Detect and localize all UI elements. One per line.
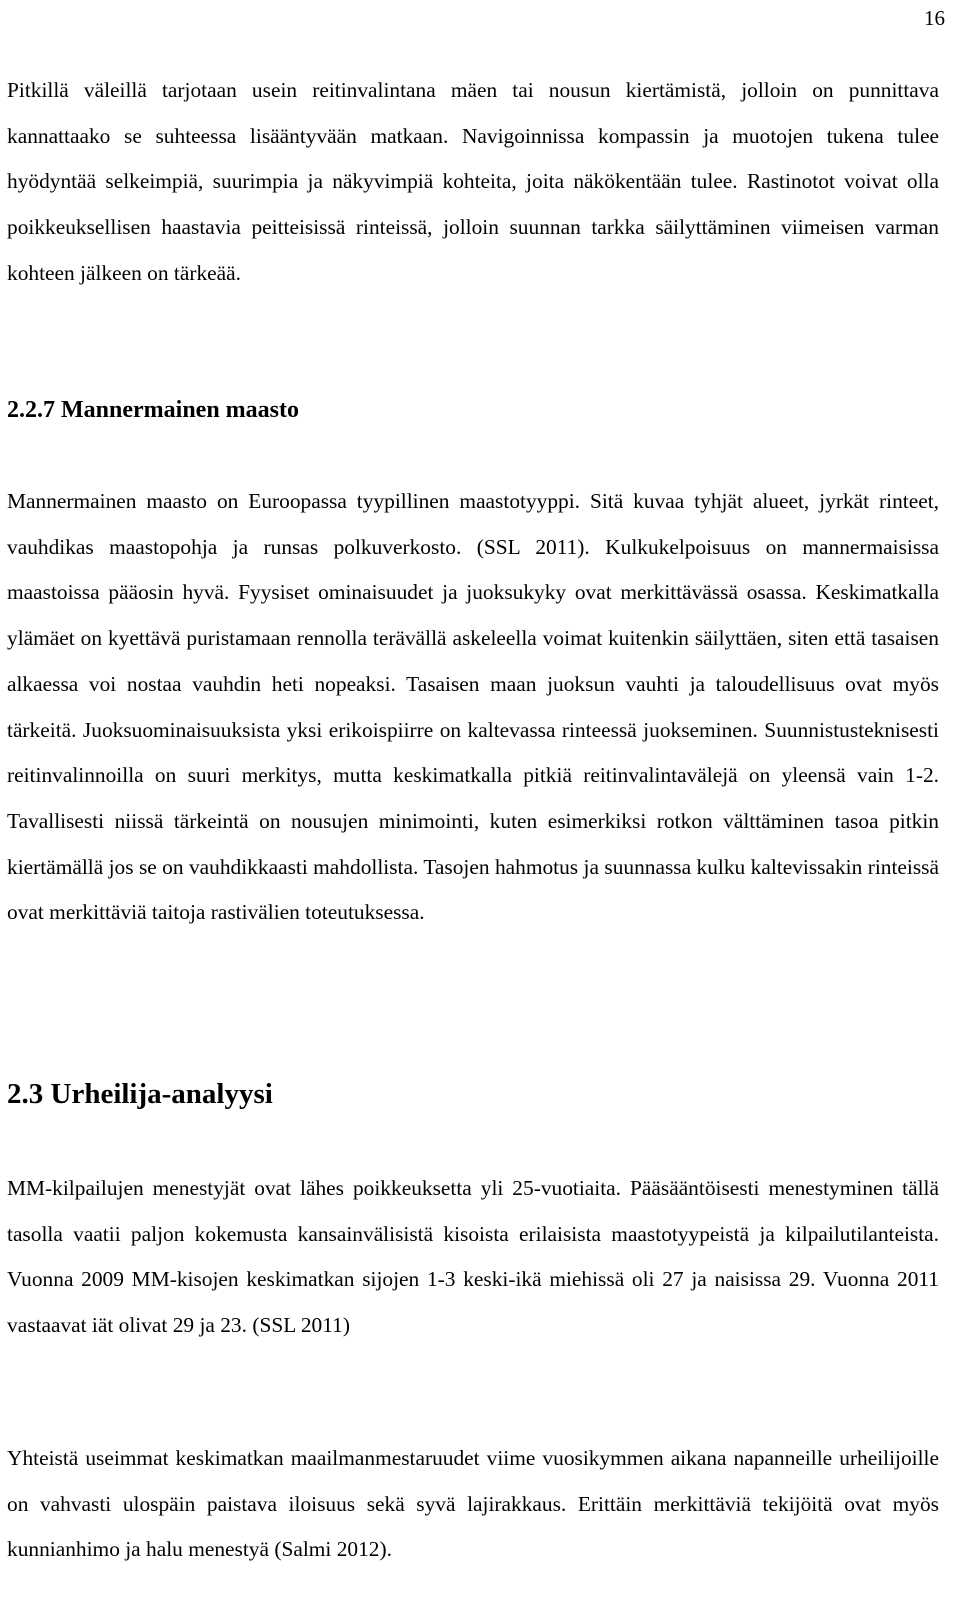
section-heading-2-3: 2.3 Urheilija-analyysi [7,1078,273,1110]
paragraph-continental-terrain: Mannermainen maasto on Euroopassa tyypillinen maastotyyppi. Sitä kuvaa tyhjät alueet, jyrkät rinteet, vauhdikas maastopohja ja runsas polkuverkosto. (SSL 2011). Kulkukelpoisuus on mannermaisissa maastoissa pääosin hyvä. Fyysiset ominaisuudet ja juoksukyky ovat merkittävässä osassa. Keskimatkalla ylämäet on kyettävä puristamaan rennolla terävällä askeleella voimat kuitenkin säilyttäen, siten että tasaisen alkaessa voi nostaa vauhdin heti nopeaksi. Tasaisen maan juoksun vauhti ja taloudellisuus ovat myös tärkeitä. Juoksuominaisuuksista yksi erikoispiirre on kaltevassa rinteessä juokseminen. Suunnistusteknisesti reitinvalinnoilla on suuri merkitys, mutta keskimatkalla pitkiä reitinvalintavälejä on yleensä vain 1-2. Tavallisesti niissä tärkeintä on nousujen minimointi, kuten esimerkiksi rotkon välttäminen tasoa pitkin kiertämällä jos se on vauhdikkaasti mahdollista. Tasojen hahmotus ja suunnassa kulku kaltevissakin rinteissä ovat merkittäviä taitoja rastivälien toteutuksessa. [7,489,939,925]
section-heading-2-2-7: 2.2.7 Mannermainen maasto [7,397,299,423]
page-number: 16 [924,6,945,30]
paragraph-athlete-age: MM-kilpailujen menestyjät ovat lähes poikkeuksetta yli 25-vuotiaita. Pääsääntöisesti menestyminen tällä tasolla vaatii paljon kokemusta kansainvälisistä kisoista erilaisista maastotyypeistä ja kilpailutilanteista. Vuonna 2009 MM-kisojen keskimatkan sijojen 1-3 keski-ikä miehissä oli 27 ja naisissa 29. Vuonna 2011 vastaavat iät olivat 29 ja 23. (SSL 2011) [7,1176,939,1338]
paragraph-route-choice: Pitkillä väleillä tarjotaan usein reitinvalintana mäen tai nousun kiertämistä, jolloin on punnittava kannattaako se suhteessa lisääntyvään matkaan. Navigoinnissa kompassin ja muotojen tukena tulee hyödyntää selkeimpiä, suurimpia ja näkyvimpiä kohteita, joita näkökentään tulee. Rastinotot voivat olla poikkeuksellisen haastavia peitteisissä rinteissä, jolloin suunnan tarkka säilyttäminen viimeisen varman kohteen jälkeen on tärkeää. [7,78,939,285]
paragraph-athlete-traits: Yhteistä useimmat keskimatkan maailmanmestaruudet viime vuosikymmen aikana napanneille urheilijoille on vahvasti ulospäin paistava iloisuus sekä syvä lajirakkaus. Erittäin merkittäviä tekijöitä ovat myös kunnianhimo ja halu menestyä (Salmi 2012). [7,1446,939,1562]
